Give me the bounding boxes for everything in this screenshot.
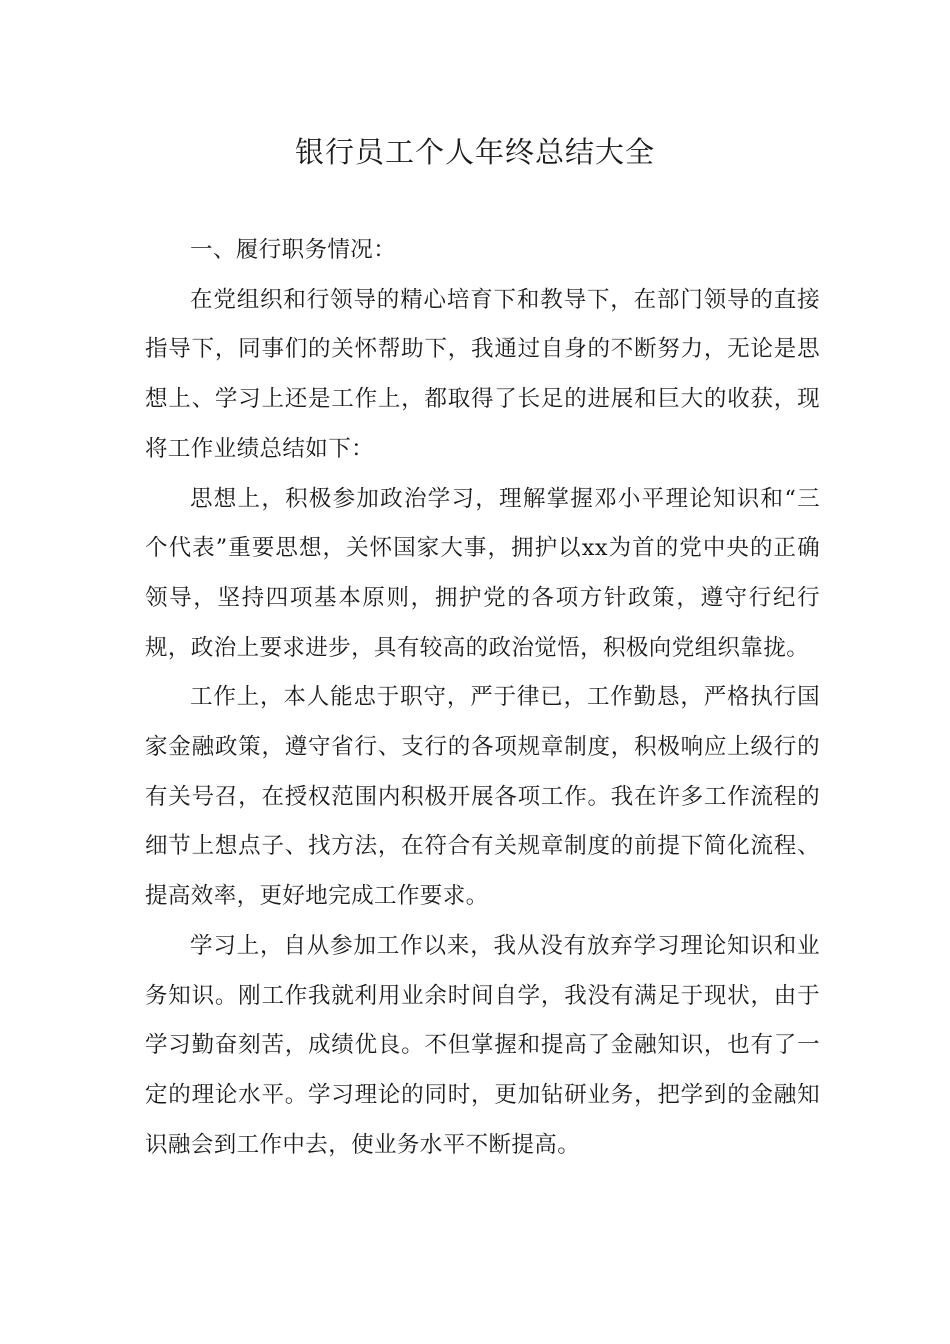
section-heading: 一、履行职务情况： bbox=[190, 237, 397, 263]
paragraph-work: 工作上，本人能忠于职守，严于律已，工作勤恳，严格执行国家金融政策，遵守省行、支行的各项规章制度，积极响应上级行的有关号召，在授权范围内积极开展各项工作。我在许多工作流程的细节上想点子、找方法，在符合有关规章制度的前提下简化流程、提高效率，更好地完成工作要求。 bbox=[145, 684, 820, 910]
document-title: 银行员工个人年终总结大全 bbox=[294, 135, 655, 169]
paragraph-ideology: 思想上，积极参加政治学习，理解掌握邓小平理论知识和“三个代表”重要思想，关怀国家大事，拥护以xx为首的党中央的正确领导，坚持四项基本原则，拥护党的各项方针政策，遵守行纪行规，政治上要求进步，具有较高的政治觉悟，积极向党组织靠拢。 bbox=[145, 485, 820, 661]
document-body bbox=[145, 226, 820, 1170]
paragraph-intro: 在党组织和行领导的精心培育下和教导下，在部门领导的直接指导下，同事们的关怀帮助下，我通过自身的不断努力，无论是思想上、学习上还是工作上，都取得了长足的进展和巨大的收获，现将工作业绩总结如下： bbox=[145, 286, 820, 462]
paragraph-study: 学习上，自从参加工作以来，我从没有放弃学习理论知识和业务知识。刚工作我就利用业余时间自学，我没有满足于现状，由于学习勤奋刻苦，成绩优良。不但掌握和提高了金融知识，也有了一定的理论水平。学习理论的同时，更加钻研业务，把学到的金融知识融会到工作中去，使业务水平不断提高。 bbox=[145, 932, 820, 1158]
